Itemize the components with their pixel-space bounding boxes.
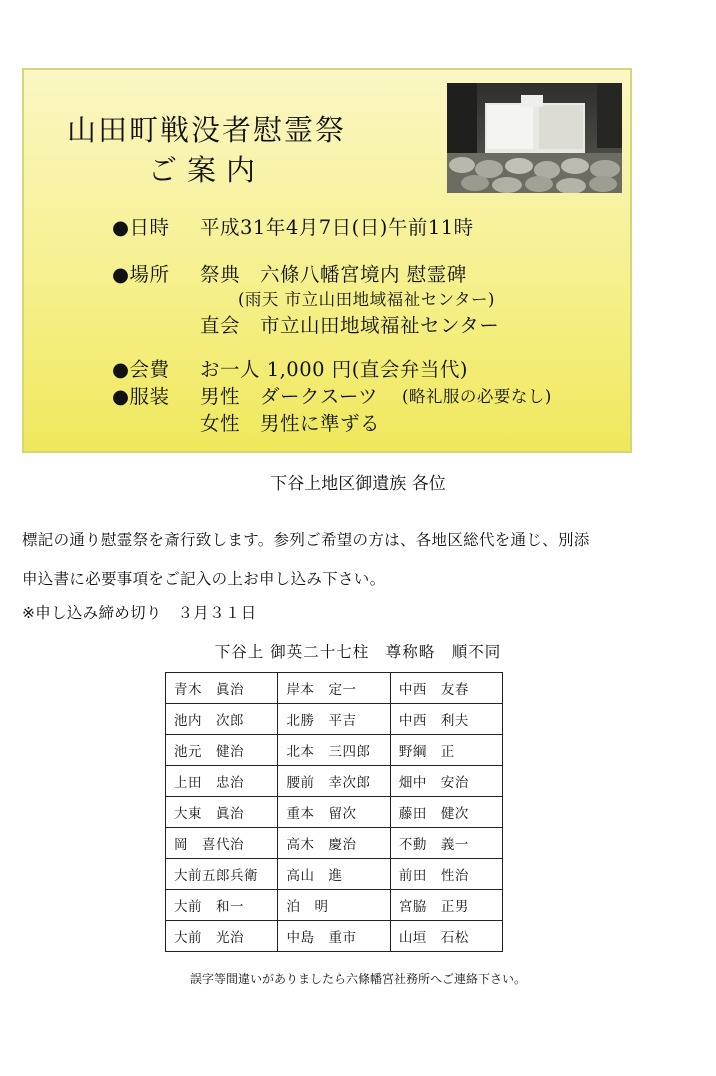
name-cell: 山垣 石松 bbox=[390, 921, 502, 952]
event-title: 山田町戦没者慰霊祭 bbox=[67, 113, 347, 147]
name-cell: 青木 眞治 bbox=[166, 673, 278, 704]
dress-female: 女性 男性に準ずる bbox=[200, 412, 381, 435]
name-cell: 大前五郎兵衛 bbox=[166, 859, 278, 890]
name-cell: 大東 眞治 bbox=[166, 797, 278, 828]
name-cell: 前田 性治 bbox=[390, 859, 502, 890]
name-cell: 上田 忠治 bbox=[166, 766, 278, 797]
name-cell: 藤田 健次 bbox=[390, 797, 502, 828]
memorial-photo bbox=[447, 83, 622, 193]
table-row bbox=[166, 890, 503, 921]
name-cell: 岡 喜代治 bbox=[166, 828, 278, 859]
table-row bbox=[166, 921, 503, 952]
name-cell: 腰前 幸次郎 bbox=[278, 766, 390, 797]
name-cell: 不動 義一 bbox=[390, 828, 502, 859]
names-table bbox=[165, 672, 503, 952]
name-cell: 中島 重市 bbox=[278, 921, 390, 952]
memorial-monument-image bbox=[447, 83, 622, 193]
name-cell: 岸本 定一 bbox=[278, 673, 390, 704]
table-row bbox=[166, 766, 503, 797]
table-row bbox=[166, 797, 503, 828]
datetime-label: ●日時 bbox=[112, 216, 170, 239]
place-rain-alternative: (雨天 市立山田地域福祉センター) bbox=[238, 290, 495, 309]
footer-note: 誤字等間違いがありましたら六條幡宮社務所へご連絡下さい。 bbox=[189, 972, 526, 986]
dress-male: 男性 ダークスーツ bbox=[200, 385, 379, 408]
name-cell: 大前 和一 bbox=[166, 890, 278, 921]
name-cell: 中西 利夫 bbox=[390, 704, 502, 735]
place-ceremony: 祭典 六條八幡宮境内 慰霊碑 bbox=[200, 263, 467, 286]
name-cell: 高山 進 bbox=[278, 859, 390, 890]
place-reception: 直会 市立山田地域福祉センター bbox=[200, 314, 500, 337]
table-row bbox=[166, 828, 503, 859]
name-cell: 池内 次郎 bbox=[166, 704, 278, 735]
name-cell: 重本 留次 bbox=[278, 797, 390, 828]
names-list-heading: 下谷上 御英二十七柱 尊称略 順不同 bbox=[214, 643, 502, 661]
name-cell: 中西 友春 bbox=[390, 673, 502, 704]
dress-label: ●服装 bbox=[112, 385, 170, 408]
fee-value: お一人 1,000 円(直会弁当代) bbox=[200, 358, 468, 381]
body-line-2: 申込書に必要事項をご記入の上お申し込み下さい。 bbox=[22, 570, 386, 588]
body-line-1: 標記の通り慰霊祭を斎行致します。参列ご希望の方は、各地区総代を通じ、別添 bbox=[22, 531, 590, 549]
name-cell: 畑中 安治 bbox=[390, 766, 502, 797]
name-cell: 北本 三四郎 bbox=[278, 735, 390, 766]
place-label: ●場所 bbox=[112, 263, 170, 286]
table-row bbox=[166, 673, 503, 704]
table-row bbox=[166, 704, 503, 735]
event-subtitle: ご案内 bbox=[148, 153, 266, 187]
table-row bbox=[166, 735, 503, 766]
name-cell: 泊 明 bbox=[278, 890, 390, 921]
fee-label: ●会費 bbox=[112, 358, 170, 381]
name-cell: 宮脇 正男 bbox=[390, 890, 502, 921]
datetime-value: 平成31年4月7日(日)午前11時 bbox=[200, 216, 474, 239]
addressee: 下谷上地区御遺族 各位 bbox=[270, 474, 446, 494]
name-cell: 北勝 平吉 bbox=[278, 704, 390, 735]
name-cell: 高木 慶治 bbox=[278, 828, 390, 859]
table-row bbox=[166, 859, 503, 890]
name-cell: 池元 健治 bbox=[166, 735, 278, 766]
dress-male-note: (略礼服の必要なし) bbox=[402, 387, 552, 406]
deadline-note: ※申し込み締め切り ３月３１日 bbox=[22, 604, 257, 622]
name-cell: 野綱 正 bbox=[390, 735, 502, 766]
name-cell: 大前 光治 bbox=[166, 921, 278, 952]
event-banner bbox=[22, 68, 632, 453]
